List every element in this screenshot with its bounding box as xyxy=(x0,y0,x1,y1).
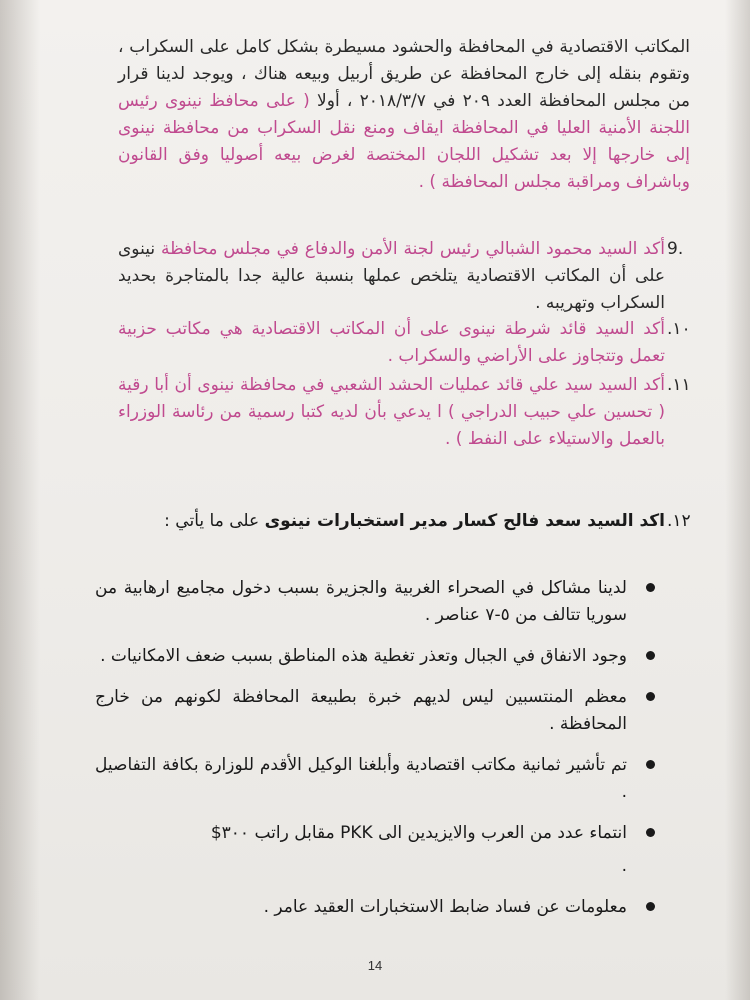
paragraph-top xyxy=(118,34,690,196)
bullet-dot-icon xyxy=(646,651,655,660)
bullet-item xyxy=(95,575,655,629)
item-bold-text: اكد السيد سعد فالح كسار مدير استخبارات نينوى xyxy=(264,511,665,531)
bullet-dot-icon xyxy=(646,828,655,837)
bullet-text: تم تأشير ثمانية مكاتب اقتصادية وأبلغنا الوكيل الأقدم للوزارة بكافة التفاصيل . xyxy=(95,755,627,802)
item-pink-text: أكد السيد محمود الشبالي رئيس لجنة الأمن والدفاع في مجلس محافظة xyxy=(161,239,666,259)
paragraph-top-pink-text: ( على محافظ نينوى رئيس اللجنة الأمنية العليا في المحافظة ايقاف ومنع نقل السكراب من محافظة نينوى إلى خارجها إلا بعد تشكيل اللجان المختصة لغرض بيعه أصوليا وفق القانون وباشراف ومراقبة مجلس المحافظة ) . xyxy=(118,91,690,192)
bullet-text: لدينا مشاكل في الصحراء الغربية والجزيرة بسبب دخول مجاميع ارهابية من سوريا تتالف من ٥-٧ عناصر . xyxy=(95,578,627,625)
bullet-dot-icon xyxy=(646,583,655,592)
page-shadow-right xyxy=(725,0,750,1000)
item-body xyxy=(118,236,665,317)
item-number: .١١ xyxy=(667,375,691,395)
bullet-item xyxy=(95,894,655,921)
item-number: .١٢ xyxy=(667,511,691,531)
bullet-list xyxy=(95,575,655,935)
bullet-text: انتماء عدد من العرب والايزيدين الى PKK مقابل راتب ٣٠٠$ xyxy=(210,823,627,843)
bullet-dot-icon xyxy=(646,760,655,769)
item-pink-text: أكد السيد قائد شرطة نينوى على أن المكاتب الاقتصادية هي مكاتب حزبية تعمل وتتجاوز على الأراضي والسكراب . xyxy=(118,319,665,366)
bullet-item xyxy=(95,820,655,880)
item-body xyxy=(118,508,665,535)
bullet-text: معلومات عن فساد ضابط الاستخبارات العقيد عامر . xyxy=(263,897,627,917)
bullet-text: وجود الانفاق في الجبال وتعذر تغطية هذه المناطق بسبب ضعف الامكانيات . xyxy=(100,646,627,666)
bullet-dot-icon xyxy=(646,692,655,701)
bullet-text: معظم المنتسبين ليس لديهم خبرة بطبيعة المحافظة لكونهم من خارج المحافظة . xyxy=(95,687,627,734)
item-number: .١٠ xyxy=(667,319,691,339)
bullet-item xyxy=(95,643,655,670)
page-shadow-left xyxy=(0,0,40,1000)
bullet-dot-icon xyxy=(646,902,655,911)
paragraph-top-text: المكاتب الاقتصادية في المحافظة والحشود مسيطرة بشكل كامل على السكراب ، وتقوم بنقله إلى خارج المحافظة عن طريق أربيل وبيعه هناك ، ويوجد لدينا قرار من مجلس المحافظة العدد ٢٠٩ في ٢٠١٨/٣/٧ ، أولا xyxy=(118,37,690,111)
bullet-tail-dot: . xyxy=(621,856,627,876)
item-black-text: نينوى على أن المكاتب الاقتصادية يتلخص عملها بنسبة عالية جدا بالمتاجرة بحديد السكراب وتهريبه . xyxy=(118,239,665,313)
list-item-11 xyxy=(118,372,691,453)
bullet-item xyxy=(95,684,655,738)
item-number: 9. xyxy=(667,239,684,259)
item-rest-text: على ما يأتي : xyxy=(164,511,260,531)
page-number: 14 xyxy=(367,958,383,973)
list-item-12 xyxy=(118,508,691,535)
list-item-9 xyxy=(118,236,684,317)
item-pink-text: أكد السيد سيد علي قائد عمليات الحشد الشعبي في محافظة نينوى أن أبا رقية ( تحسين علي حبيب الدراجي ) ا يدعي بأن لديه كتبا رسمية من رئاسة الوزراء بالعمل والاستيلاء على النفط ) . xyxy=(118,375,665,449)
bullet-item xyxy=(95,752,655,806)
list-item-10 xyxy=(118,316,691,370)
